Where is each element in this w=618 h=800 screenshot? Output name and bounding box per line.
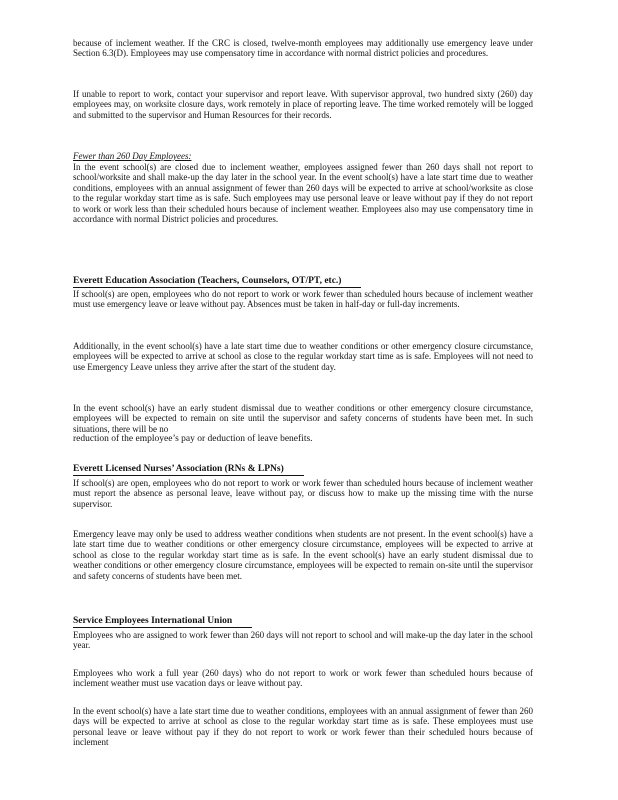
heading-fewer-than-260: Fewer than 260 Day Employees: [73, 151, 192, 161]
paragraph-eea-late-start: Additionally, in the event school(s) have a late start time due to weather conditions or other emergency closure circumstance, employees will be expected to arrive at school as close to the regular workday start time as is safe. Employees will not need to use Emergency Leave unless they arrive after the start of the student day. [73, 341, 533, 372]
paragraph-crc-closure: because of inclement weather. If the CRC is closed, twelve-month employees may additionally use emergency leave under Section 6.3(D). Employees may use compensatory time in accordance with normal district policies and procedures. [73, 38, 533, 59]
heading-everett-education-association: Everett Education Association (Teachers, Counselors, OT/PT, etc.) [73, 276, 361, 288]
paragraph-eea-open: If school(s) are open, employees who do not report to work or work fewer than scheduled hours because of inclement weather must use emergency leave or leave without pay. Absences must be taken in half-day or full-day increments. [73, 289, 533, 310]
paragraph-elna-emergency-leave: Emergency leave may only be used to address weather conditions when students are not present. In the event school(s) have a late start time due to weather conditions or other emergency closure circumstance, employees will be expected to arrive at school as close to the regular workday start time as is safe. In the event school(s) have an early student dismissal due to weather conditions or other emergency closure circumstance, employees will be expected to remain on-site until the supervisor and safety concerns of students have been met. [73, 529, 533, 581]
paragraph-eea-early-dismissal [73, 403, 533, 445]
paragraph-eea-early-dismissal-text: In the event school(s) have an early student dismissal due to weather conditions or other emergency closure circumstance, employees will be expected to remain on site until the supervisor and safety concerns of students have been met. In such situations, there will be no [73, 403, 533, 434]
heading-service-employees-international-union: Service Employees International Union [73, 616, 252, 628]
paragraph-seiu-late-start: In the event school(s) have a late start time due to weather conditions, employees with an annual assignment of fewer than 260 days will be expected to arrive at school as close to the regular workday start time as is safe. These employees must use personal leave or leave without pay if they do not report to work or work fewer than their scheduled hours because of inclement [73, 706, 533, 748]
paragraph-fewer-than-260: In the event school(s) are closed due to inclement weather, employees assigned fewer than 260 days shall not report to school/worksite and shall make-up the day later in the school year. In the event school(s) have a late start time due to weather conditions, employees with an annual assignment of fewer than 260 days will be expected to arrive at school/worksite as close to the regular workday start time as is safe. Such employees may use personal leave or leave without pay if they do not report to work or work less than their scheduled hours because of inclement weather. Employees also may use compensatory time in accordance with normal District policies and procedures. [73, 162, 533, 225]
paragraph-report-leave: If unable to report to work, contact your supervisor and report leave. With supervisor approval, two hundred sixty (260) day employees may, on worksite closure days, work remotely in place of reporting leave. The time worked remotely will be logged and submitted to the supervisor and Human Resources for their records. [73, 89, 533, 120]
paragraph-elna-open: If school(s) are open, employees who do not report to work or work fewer than scheduled hours because of inclement weather must report the absence as personal leave, leave without pay, or discuss how to make up the missing time with the nurse supervisor. [73, 478, 533, 509]
heading-everett-licensed-nurses: Everett Licensed Nurses’ Association (RNs & LPNs) [73, 464, 304, 476]
paragraph-eea-reduction-text: reduction of the employee’s pay or deduction of leave benefits. [73, 434, 313, 445]
paragraph-seiu-full-year: Employees who work a full year (260 days) who do not report to work or work fewer than scheduled hours because of inclement weather must use vacation days or leave without pay. [73, 668, 533, 689]
paragraph-seiu-fewer-than-260: Employees who are assigned to work fewer than 260 days will not report to school and will make-up the day later in the school year. [73, 630, 533, 651]
